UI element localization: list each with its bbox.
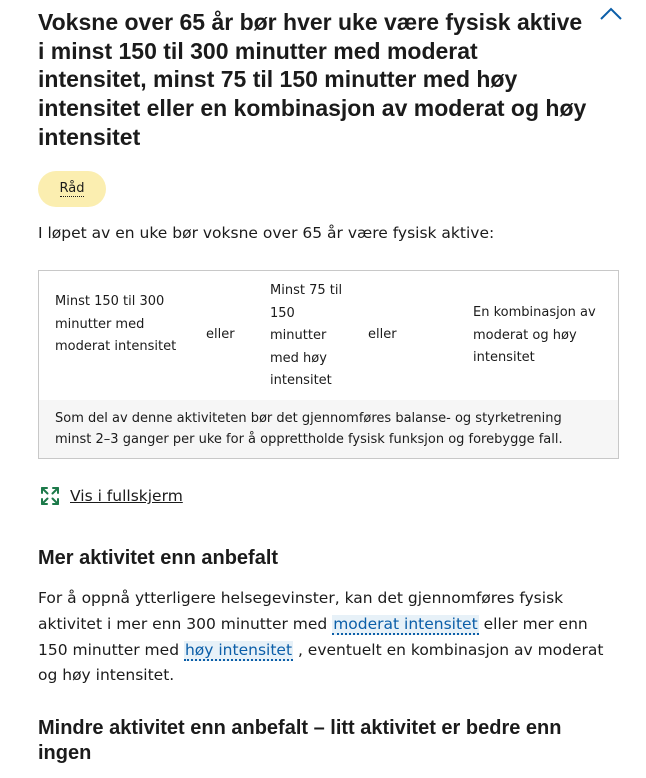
table-row	[39, 271, 618, 401]
recommendation-heading: Voksne over 65 år bør hver uke være fysisk aktive i minst 150 til 300 minutter med moderat intensitet, minst 75 til 150 minutter med høy intensitet eller en kombinasjon av moderat og høy intensitet	[38, 9, 587, 150]
table-cell-or: eller	[206, 327, 235, 342]
table-note: Som del av denne aktiviteten bør det gjennomføres balanse- og styrketrening minst 2–3 ganger per uke for å opprettholde fysisk funksjon og forebygge fall.	[39, 400, 618, 458]
advice-tag-label: Råd	[59, 181, 85, 196]
text-segment: eller mer enn 150 minutter med	[38, 614, 588, 659]
expand-icon	[40, 486, 60, 506]
section-title-less-activity: Mindre aktivitet enn anbefalt – litt aktivitet er bedre enn ingen	[38, 717, 562, 764]
fullscreen-label: Vis i fullskjerm	[70, 487, 183, 505]
fullscreen-link[interactable]	[40, 486, 183, 506]
table-cell-high: Minst 75 til 150 minutter med høy intensitet	[270, 283, 343, 388]
term-moderate-intensity[interactable]: moderat intensitet	[333, 614, 478, 633]
table-cell-moderate: Minst 150 til 300 minutter med moderat intensitet	[55, 294, 177, 354]
section-title-more-activity: Mer aktivitet enn anbefalt	[38, 547, 279, 569]
section-text-more-activity	[38, 586, 613, 689]
table-cell-combination: En kombinasjon av moderat og høy intensitet	[473, 305, 596, 365]
text-segment: , eventuelt en kombinasjon av moderat og høy intensitet.	[38, 640, 604, 685]
text-segment: For å oppnå ytterligere helsegevinster, kan det gjennomføres fysisk aktivitet i mer enn 300 minutter med	[38, 589, 564, 633]
advice-tag[interactable]	[38, 171, 106, 207]
term-high-intensity[interactable]: høy intensitet	[184, 640, 293, 659]
recommendation-table	[38, 270, 619, 459]
table-cell-or: eller	[368, 327, 397, 342]
chevron-up-icon[interactable]	[598, 4, 624, 24]
intro-text: I løpet av en uke bør voksne over 65 år være fysisk aktive:	[38, 224, 495, 242]
